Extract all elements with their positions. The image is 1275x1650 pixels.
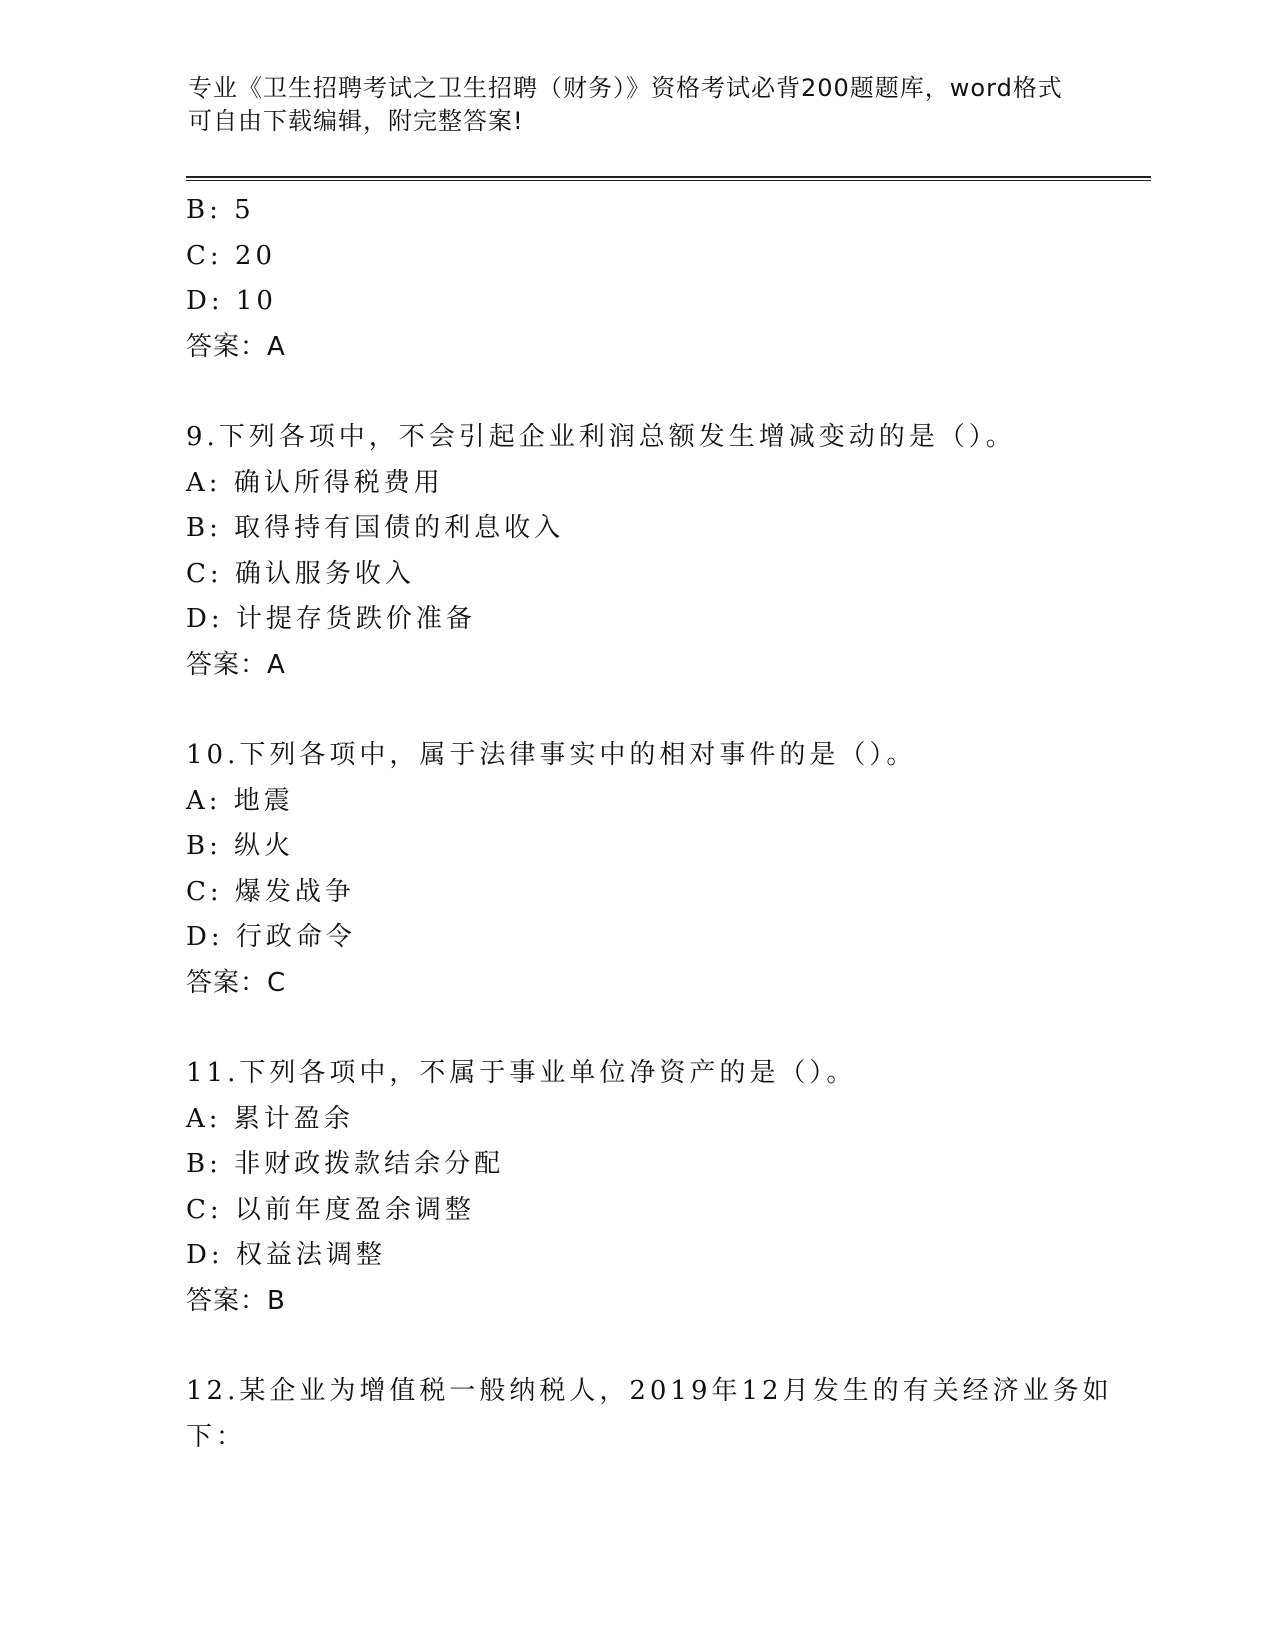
question-stem-line-2: 下： (186, 1421, 247, 1452)
option-c: C: 以前年度盈余调整 (186, 1194, 475, 1225)
option-b: B: 5 (186, 195, 255, 225)
option-b: B: 取得持有国债的利息收入 (186, 513, 565, 543)
option-c: C: 确认服务收入 (186, 558, 415, 589)
question-stem: 10.下列各项中，属于法律事实中的相对事件的是（）。 (186, 740, 917, 770)
answer: 答案：A (186, 331, 286, 362)
question-stem: 11.下列各项中，不属于事业单位净资产的是（）。 (186, 1058, 857, 1088)
answer: 答案：A (186, 649, 286, 680)
option-a: A: 确认所得税费用 (186, 467, 444, 498)
header-title-line-1: 专业《卫生招聘考试之卫生招聘（财务）》资格考试必背200题题库，word格式 (188, 74, 1063, 102)
question-stem: 9.下列各项中，不会引起企业利润总额发生增减变动的是（）。 (186, 422, 1016, 452)
question-9 (186, 415, 1116, 688)
header-title-line-2: 可自由下载编辑，附完整答案! (188, 107, 524, 135)
option-c: C: 20 (186, 240, 277, 271)
option-a: A: 累计盈余 (186, 1103, 354, 1134)
question-10 (186, 733, 1116, 1006)
option-d: D: 行政命令 (186, 922, 356, 952)
answer: 答案：C (186, 967, 287, 998)
option-b: B: 非财政拨款结余分配 (186, 1149, 505, 1179)
option-d: D: 权益法调整 (186, 1240, 386, 1270)
option-b: B: 纵火 (186, 831, 295, 861)
option-d: D: 10 (186, 286, 277, 316)
question-8-continued (186, 188, 1116, 370)
option-c: C: 爆发战争 (186, 876, 355, 907)
question-stem-line-1: 12.某企业为增值税一般纳税人，2019年12月发生的有关经济业务如 (186, 1376, 1113, 1406)
option-d: D: 计提存货跌价准备 (186, 604, 476, 634)
question-11 (186, 1051, 1116, 1324)
question-content (186, 188, 1116, 1460)
answer: 答案：B (186, 1285, 286, 1316)
question-12 (186, 1369, 1116, 1460)
option-a: A: 地震 (186, 785, 294, 816)
header-divider (186, 176, 1151, 181)
document-header (188, 72, 1068, 138)
